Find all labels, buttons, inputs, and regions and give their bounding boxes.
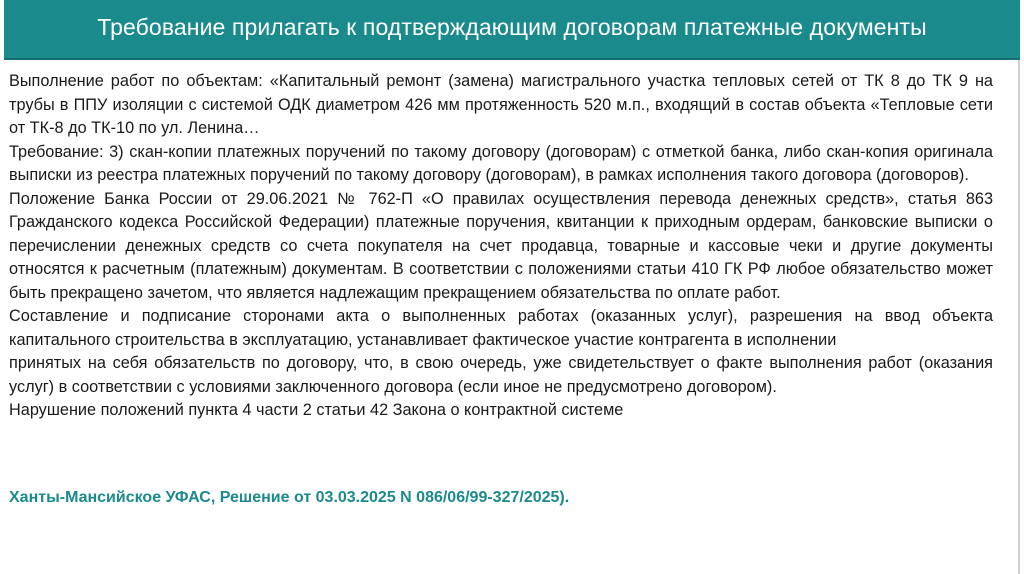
paragraph-violation: Нарушение положений пункта 4 части 2 статьи 42 Закона о контрактной системе — [9, 401, 624, 419]
paragraph-requirement: Требование: 3) скан-копии платежных поручений по такому договору (договорам) с отметкой банка, либо скан-копия оригинала выписки из реестра платежных поручений по такому договору (договорам), в рамках исполнения такого договора (договоров). — [9, 142, 993, 184]
paragraph-object-description: Выполнение работ по объектам: «Капитальный ремонт (замена) магистрального участка тепловых сетей от ТК 8 до ТК 9 на трубы в ППУ изоляции с системой ОДК диаметром 426 мм протяженность 520 м.п., входящий в состав объекта «Тепловые сети от ТК-8 до ТК-10 по ул. Ленина… — [9, 72, 993, 137]
body-text — [9, 70, 993, 423]
right-divider — [1018, 60, 1020, 574]
slide-title: Требование прилагать к подтверждающим договорам платежные документы — [97, 14, 927, 40]
paragraph-obligations: принятых на себя обязательств по договору, что, в свою очередь, уже свидетельствует о факте выполнения работ (оказания услуг) в соответствии с условиями заключенного договора (если иное не предусмотрено договором). — [9, 354, 993, 396]
paragraph-act-signing: Составление и подписание сторонами акта о выполненных работах (оказанных услуг), разрешения на ввод объекта капитального строительства в эксплуатацию, устанавливает фактическое участие контрагента в исполнении — [9, 307, 993, 349]
paragraph-bank-regulation: Положение Банка России от 29.06.2021 № 762-П «О правилах осуществления перевода денежных средств», статья 863 Гражданского кодекса Российской Федерации) платежные поручения, квитанции к приходным ордерам, банковские выписки о перечислении денежных средств со счета покупателя на счет продавца, товарные и кассовые чеки и другие документы относятся к расчетным (платежным) документам. В соответствии с положениями статьи 410 ГК РФ любое обязательство может быть прекращено зачетом, что является надлежащим прекращением обязательства по оплате работ. — [9, 189, 993, 302]
source-citation: Ханты-Мансийское УФАС, Решение от 03.03.2025 N 086/06/99-327/2025). — [9, 489, 570, 506]
title-bar — [4, 0, 1020, 60]
